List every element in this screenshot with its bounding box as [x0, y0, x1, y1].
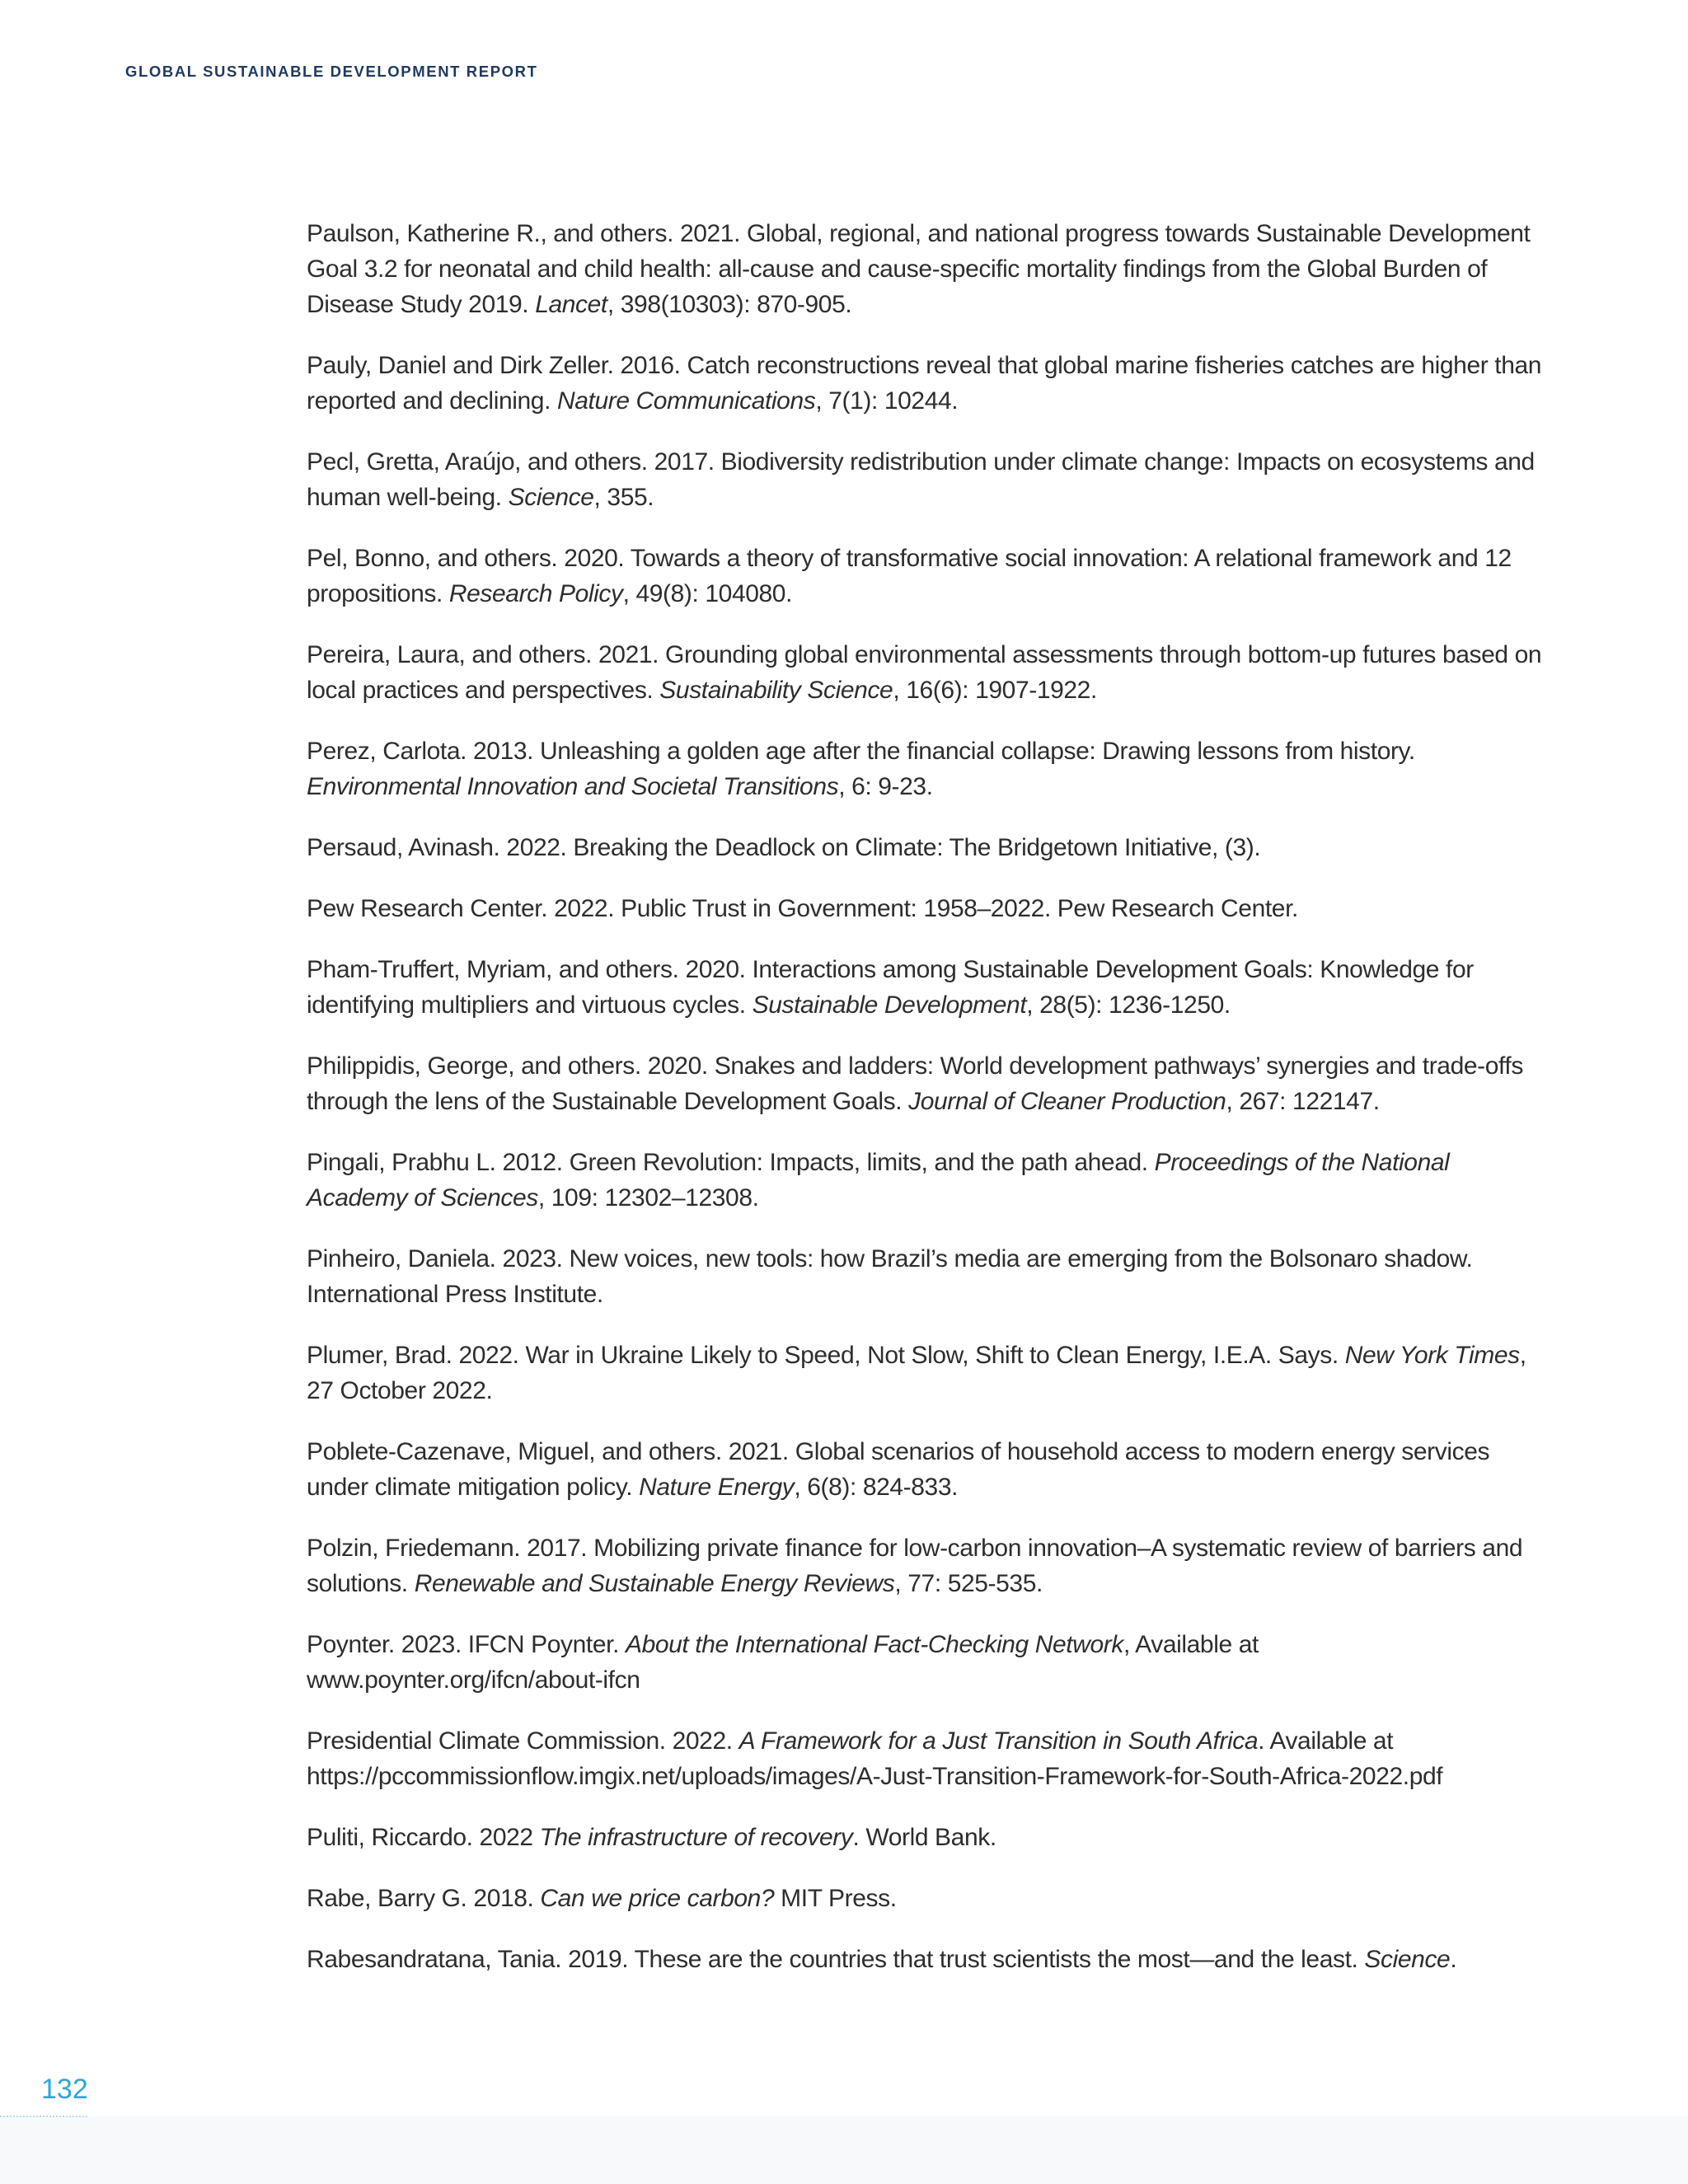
reference-item — [307, 1145, 1543, 1216]
reference-text: Pauly, Daniel and Dirk Zeller. 2016. Catch reconstructions reveal that global marine fisheries catches are higher than reported and declining. — [307, 352, 1542, 415]
reference-item — [307, 733, 1543, 804]
reference-text: Pinheiro, Daniela. 2023. New voices, new tools: how Brazil’s media are emerging from the Bolsonaro shadow. International Press Institute. — [307, 1245, 1473, 1308]
reference-source: Research Policy — [448, 580, 623, 607]
reference-item — [307, 1942, 1543, 1977]
reference-text: Pham-Truffert, Myriam, and others. 2020. Interactions among Sustainable Development Goals: Knowledge for identifying multipliers and virtuous cycles. — [307, 956, 1474, 1019]
reference-details: , 355. — [593, 484, 654, 511]
reference-item — [307, 1241, 1543, 1312]
reference-details: , 6: 9-23. — [838, 773, 933, 800]
reference-text: Pecl, Gretta, Araújo, and others. 2017. Biodiversity redistribution under climate change: Impacts on ecosystems and human well-being. — [307, 448, 1535, 511]
reference-list — [307, 216, 1543, 2003]
footer-band — [0, 2116, 1688, 2184]
reference-source: New York Times — [1344, 1342, 1520, 1369]
reference-source: Environmental Innovation and Societal Transitions — [307, 773, 839, 800]
reference-details: , 7(1): 10244. — [815, 387, 959, 415]
reference-details: , 49(8): 104080. — [622, 580, 793, 607]
reference-item — [307, 1723, 1543, 1794]
reference-details: , 6(8): 824-833. — [794, 1474, 959, 1501]
reference-source: The infrastructure of recovery — [539, 1824, 853, 1851]
reference-text: Rabesandratana, Tania. 2019. These are the countries that trust scientists the most—and the least. — [307, 1946, 1365, 1973]
reference-source: Sustainable Development — [752, 991, 1027, 1019]
reference-text: Poynter. 2023. IFCN Poynter. — [307, 1631, 626, 1658]
reference-details: . — [1450, 1946, 1457, 1973]
reference-item — [307, 1434, 1543, 1505]
reference-source: A Framework for a Just Transition in South Africa — [738, 1727, 1259, 1755]
reference-text: Perez, Carlota. 2013. Unleashing a golden age after the financial collapse: Drawing lessons from history. — [307, 738, 1415, 765]
reference-text: Philippidis, George, and others. 2020. Snakes and ladders: World development pathways’ synergies and trade-offs through the lens of the Sustainable Development Goals. — [307, 1052, 1523, 1115]
page-number: 132 — [41, 2074, 88, 2105]
reference-text: Rabe, Barry G. 2018. — [307, 1885, 541, 1912]
reference-item — [307, 1530, 1543, 1601]
reference-item — [307, 1627, 1543, 1698]
reference-source: About the International Fact-Checking Network — [625, 1631, 1123, 1658]
reference-text: Pereira, Laura, and others. 2021. Grounding global environmental assessments through bottom-up futures based on local practices and perspectives. — [307, 641, 1542, 704]
reference-details: , 398(10303): 870-905. — [607, 291, 852, 318]
reference-source: Renewable and Sustainable Energy Reviews — [414, 1570, 895, 1597]
page-number-rule — [0, 2116, 87, 2117]
reference-details: , 109: 12302–12308. — [537, 1184, 759, 1212]
reference-source: Nature Energy — [639, 1474, 795, 1501]
reference-text: Persaud, Avinash. 2022. Breaking the Deadlock on Climate: The Bridgetown Initiative, (3). — [307, 834, 1261, 861]
reference-source: Lancet — [535, 291, 607, 318]
reference-source: Journal of Cleaner Production — [908, 1088, 1226, 1115]
running-header: GLOBAL SUSTAINABLE DEVELOPMENT REPORT — [125, 63, 538, 80]
reference-item — [307, 637, 1543, 708]
reference-details: , 27 October 2022. — [307, 1342, 1526, 1404]
reference-text: Paulson, Katherine R., and others. 2021. Global, regional, and national progress towards Sustainable Development Goal 3.2 for neonatal and child health: all-cause and cause-specific mortality findings from the Global Burden of Disease Study 2019. — [307, 220, 1531, 318]
reference-details: , 77: 525-535. — [894, 1570, 1043, 1597]
reference-item — [307, 348, 1543, 419]
reference-details: MIT Press. — [774, 1885, 897, 1912]
reference-source: Nature Communications — [556, 387, 816, 415]
reference-details: , Available at www.poynter.org/ifcn/about-ifcn — [307, 1631, 1259, 1694]
reference-source: Proceedings of the National Academy of Sciences — [307, 1149, 1450, 1212]
reference-details: . Available at https://pccommissionflow.imgix.net/uploads/images/A-Just-Transition-Framework-for-South-Africa-2022.pdf — [307, 1727, 1443, 1790]
reference-text: Plumer, Brad. 2022. War in Ukraine Likely to Speed, Not Slow, Shift to Clean Energy, I.E.A. Says. — [307, 1342, 1345, 1369]
reference-details: , 267: 122147. — [1226, 1088, 1380, 1115]
reference-item — [307, 1338, 1543, 1408]
reference-text: Pel, Bonno, and others. 2020. Towards a theory of transformative social innovation: A relational framework and 12 propositions. — [307, 545, 1512, 607]
reference-details: , 28(5): 1236-1250. — [1026, 991, 1231, 1019]
reference-text: Poblete-Cazenave, Miguel, and others. 2021. Global scenarios of household access to modern energy services under climate mitigation policy. — [307, 1438, 1490, 1501]
reference-details: . World Bank. — [852, 1824, 996, 1851]
reference-item — [307, 952, 1543, 1023]
reference-item — [307, 1881, 1543, 1916]
reference-text: Pingali, Prabhu L. 2012. Green Revolution: Impacts, limits, and the path ahead. — [307, 1149, 1155, 1176]
reference-source: Science — [1364, 1946, 1451, 1973]
reference-item — [307, 216, 1543, 322]
reference-item — [307, 1820, 1543, 1855]
reference-details: , 16(6): 1907-1922. — [893, 677, 1097, 704]
reference-source: Can we price carbon? — [540, 1885, 775, 1912]
reference-text: Pew Research Center. 2022. Public Trust in Government: 1958–2022. Pew Research Center. — [307, 895, 1298, 922]
reference-item — [307, 830, 1543, 865]
reference-text: Presidential Climate Commission. 2022. — [307, 1727, 739, 1755]
reference-text: Puliti, Riccardo. 2022 — [307, 1824, 540, 1851]
reference-item — [307, 1048, 1543, 1119]
reference-item — [307, 444, 1543, 515]
reference-source: Sustainability Science — [659, 677, 893, 704]
reference-source: Science — [508, 484, 594, 511]
reference-item — [307, 541, 1543, 612]
reference-item — [307, 891, 1543, 926]
reference-text: Polzin, Friedemann. 2017. Mobilizing private finance for low-carbon innovation–A systematic review of barriers and solutions. — [307, 1535, 1523, 1597]
